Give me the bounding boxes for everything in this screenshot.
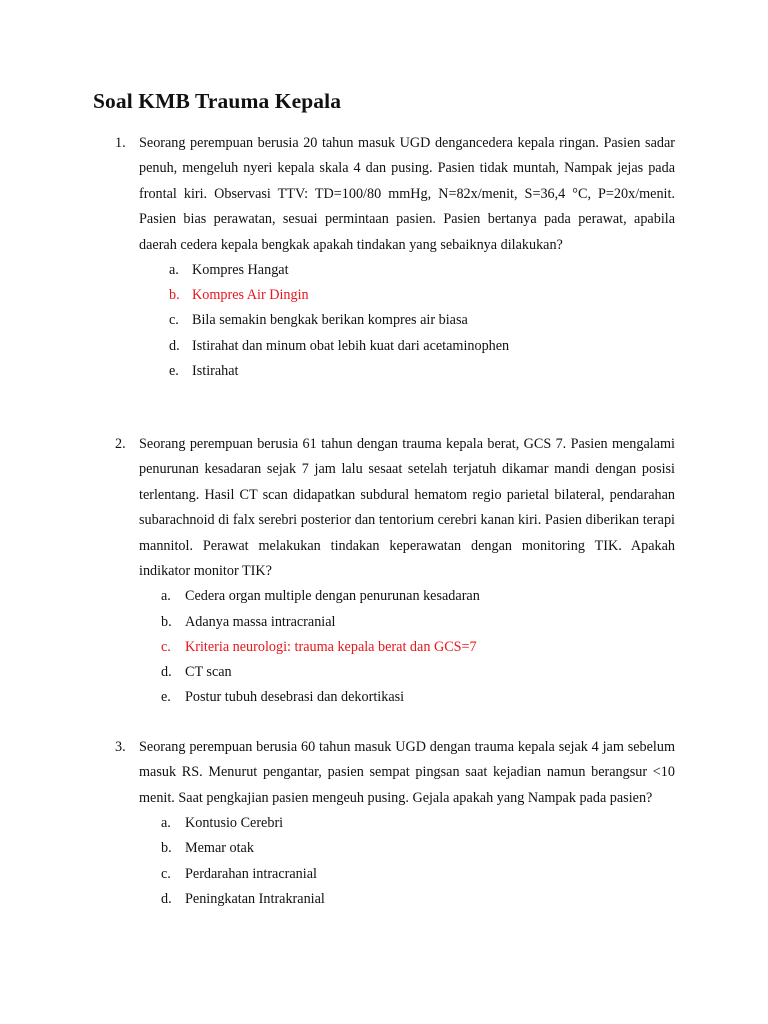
question-2 <box>115 432 675 710</box>
option-c <box>161 862 675 887</box>
option-text: Perdarahan intracranial <box>185 865 317 882</box>
option-text: Adanya massa intracranial <box>185 613 336 630</box>
option-e <box>161 685 675 710</box>
option-letter: a. <box>161 588 171 605</box>
option-c <box>169 308 675 333</box>
option-letter: a. <box>169 262 179 279</box>
question-text: Seorang perempuan berusia 20 tahun masuk UGD dengancedera kepala ringan. Pasien sadar penuh, mengeluh nyeri kepala skala 4 dan pusing. Pasien tidak muntah, Nampak jejas pada frontal kiri. Observasi TTV: TD=100/80 mmHg, N=82x/menit, S=36,4 °C, P=20x/menit. Pasien bias perawatan, sesuai permintaan pasien. Pasien bertanya pada perawat, apabila daerah cedera kepala bengkak apakah tindakan yang sebaiknya dilakukan? <box>139 135 675 253</box>
option-c-correct <box>161 635 675 660</box>
option-d <box>169 334 675 359</box>
option-letter: b. <box>161 840 172 857</box>
question-3 <box>115 735 675 912</box>
question-text: Seorang perempuan berusia 60 tahun masuk UGD dengan trauma kepala sejak 4 jam sebelum masuk RS. Menurut pengantar, pasien sempat pingsan saat kejadian namun berangsur <10 menit. Saat pengkajian pasien mengeuh pusing. Gejala apakah yang Nampak pada pasien? <box>139 739 675 806</box>
option-letter: a. <box>161 815 171 832</box>
option-letter: c. <box>169 312 179 329</box>
question-number: 1. <box>115 135 126 151</box>
option-text: Istirahat dan minum obat lebih kuat dari acetaminophen <box>192 337 510 354</box>
option-b-correct <box>169 283 675 308</box>
answer-options <box>169 258 675 384</box>
option-letter: b. <box>169 287 180 304</box>
option-b <box>161 610 675 635</box>
option-a <box>169 258 675 283</box>
option-text: Istirahat <box>192 362 239 379</box>
question-text: Seorang perempuan berusia 61 tahun dengan trauma kepala berat, GCS 7. Pasien mengalami penurunan kesadaran sejak 7 jam lalu sesaat setelah terjatuh dikamar mandi dengan posisi terlentang. Hasil CT scan didapatkan subdural hematom regio parietal bilateral, pendarahan subarachnoid di falx serebri posterior dan tentorium cerebri kanan kiri. Pasien diberikan terapi mannitol. Perawat melakukan tindakan keperawatan dengan monitoring TIK. Apakah indikator monitor TIK? <box>139 436 675 580</box>
option-letter: c. <box>161 638 171 655</box>
option-letter: d. <box>161 664 172 681</box>
question-number: 3. <box>115 739 126 755</box>
option-letter: c. <box>161 865 171 882</box>
option-text: Cedera organ multiple dengan penurunan kesadaran <box>185 588 480 605</box>
option-d <box>161 660 675 685</box>
answer-options <box>161 584 675 710</box>
question-number: 2. <box>115 436 126 452</box>
answer-options <box>161 811 675 912</box>
option-text: Kompres Air Dingin <box>192 287 309 304</box>
question-1 <box>115 131 675 384</box>
option-a <box>161 584 675 609</box>
option-letter: e. <box>161 689 171 706</box>
option-text: Bila semakin bengkak berikan kompres air biasa <box>192 312 468 329</box>
option-letter: e. <box>169 362 179 379</box>
option-letter: d. <box>169 337 180 354</box>
option-text: CT scan <box>185 664 232 681</box>
option-text: Kontusio Cerebri <box>185 815 284 832</box>
option-text: Kriteria neurologi: trauma kepala berat dan GCS=7 <box>185 638 477 655</box>
option-b <box>161 836 675 861</box>
option-e <box>169 359 675 384</box>
option-text: Kompres Hangat <box>192 262 289 279</box>
option-a <box>161 811 675 836</box>
option-text: Postur tubuh desebrasi dan dekortikasi <box>185 689 405 706</box>
option-d <box>161 887 675 912</box>
option-text: Peningkatan Intrakranial <box>185 890 325 907</box>
option-letter: b. <box>161 613 172 630</box>
option-text: Memar otak <box>185 840 254 857</box>
document-title: Soal KMB Trauma Kepala <box>93 89 342 113</box>
option-letter: d. <box>161 890 172 907</box>
